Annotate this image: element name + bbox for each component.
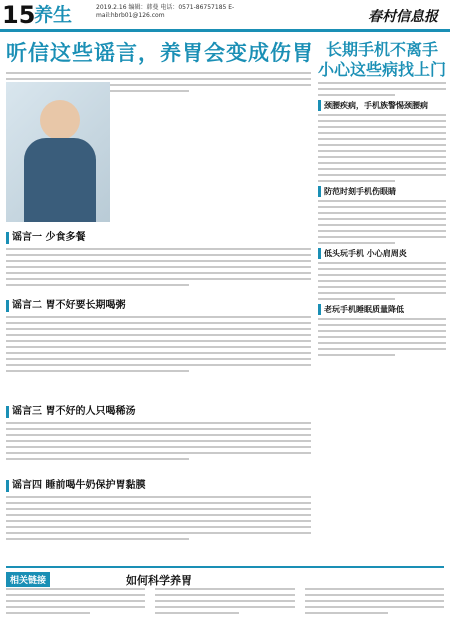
related-column	[155, 588, 294, 618]
section-4	[6, 480, 311, 544]
header-rule	[0, 29, 450, 32]
related-title: 如何科学养胃	[126, 574, 192, 587]
section-heading: 谣言三 胃不好的人只喝稀汤	[6, 406, 311, 418]
section-2	[6, 300, 311, 376]
page-header	[0, 0, 450, 30]
section-3	[6, 406, 311, 464]
sidebar-heading: 颈腰疾病，手机族警惕颈腰病	[318, 100, 446, 111]
page-number: 15	[2, 1, 36, 29]
related-column	[6, 588, 145, 618]
sidebar-title: 长期手机不离手 小心这些病找上门	[318, 40, 447, 79]
newspaper-brand: 春村信息报	[368, 9, 438, 25]
sidebar-article	[318, 40, 446, 360]
section-1	[6, 232, 311, 290]
section-heading: 谣言四 睡前喝牛奶保护胃黏膜	[6, 480, 311, 492]
sidebar-heading: 低头玩手机 小心肩周炎	[318, 248, 446, 259]
related-column	[305, 588, 444, 618]
section-title: 养生	[34, 4, 73, 26]
sidebar-heading: 老玩手机睡眠质量降低	[318, 304, 446, 315]
related-label: 相关链接	[6, 572, 50, 587]
page-meta: 2019.2.16 编辑：韩曼 电话：0571-86757185 E-mail:hbrb01@126.com	[96, 4, 235, 19]
related-links-box	[6, 566, 444, 640]
sidebar-heading: 防范时刻手机伤眼睛	[318, 186, 446, 197]
section-heading: 谣言一 少食多餐	[6, 232, 311, 244]
section-heading: 谣言二 胃不好要长期喝粥	[6, 300, 311, 312]
main-headline: 听信这些谣言，养胃会变成伤胃	[6, 41, 314, 65]
article-photo	[6, 82, 110, 222]
